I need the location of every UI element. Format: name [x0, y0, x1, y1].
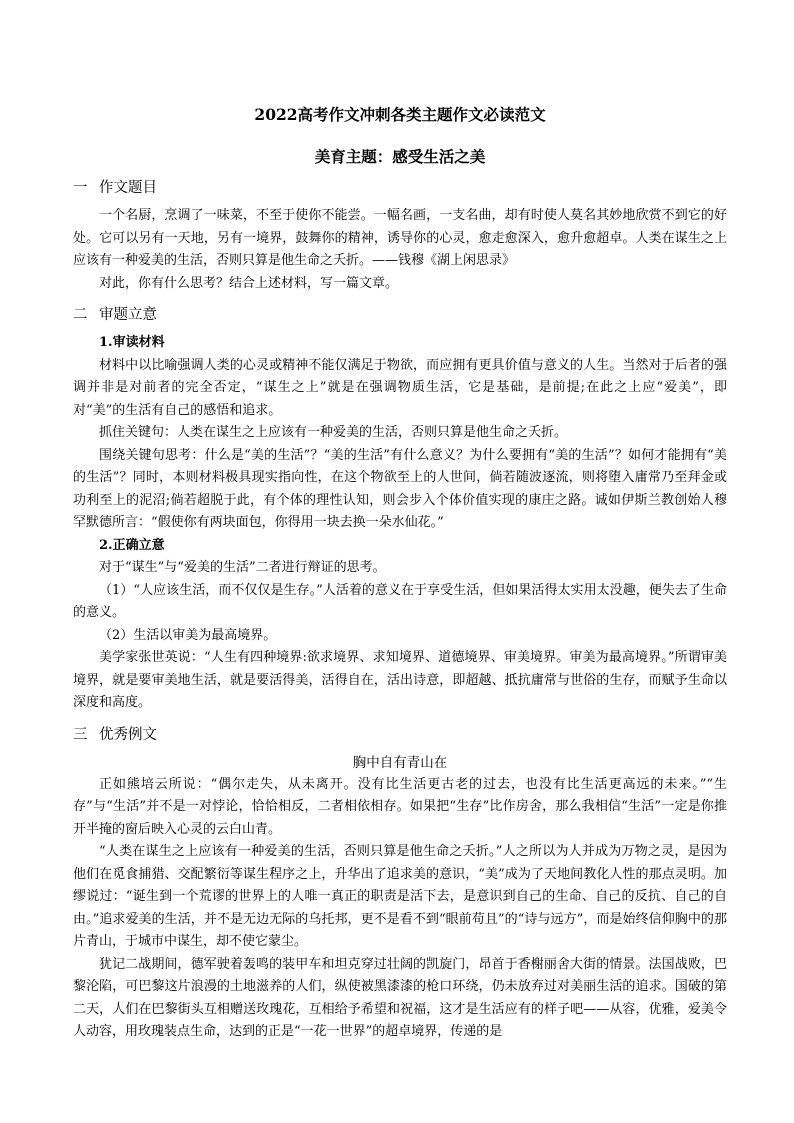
document-subtitle: 美育主题：感受生活之美: [314, 147, 486, 166]
document-title: 2022高考作文冲刺各类主题作文必读范文: [254, 105, 546, 124]
section-number: 一: [73, 180, 88, 196]
subheading-material: 1.审读材料: [99, 335, 165, 350]
section-heading-2: [73, 304, 727, 326]
paragraph: “人类在谋生之上应该有一种爱美的生活，否则只算是他生命之夭折。”人之所以为人并成为万物之灵，是因为他们在觅食捕猎、交配繁衍等谋生程序之上，升华出了追求美的意识，“美”成为了天地间教化人性的那点灵明。加缪说过：“诞生到一个荒谬的世界上的人唯一真正的职责是活下去，是意识到自己的生命、自己的反抗、自己的自由。”追求爱美的生活，并不是无边无际的乌托邦，更不是看不到“眼前苟且”的“诗与远方”，而是始终信仰胸中的那片青山，于城市中谋生，却不使它蒙尘。: [73, 844, 727, 949]
section-title: 作文题目: [99, 180, 157, 196]
paragraph: （1）“人应该生活，而不仅仅是生存。”人活着的意义在于享受生活，但如果活得太实用太没趣，便失去了生命的意义。: [73, 582, 727, 620]
prompt-instruction: 对此，你有什么思考？结合上述材料，写一篇文章。: [99, 275, 399, 291]
section-heading-1: [73, 177, 727, 199]
paragraph: 美学家张世英说：“人生有四种境界:欲求境界、求知境界、道德境界、审美境界。审美为最高境界。”所谓审美境界，就是要审美地生活，就是要活得美，活得自在，活出诗意，即超越、抵抗庸常与世俗的生存，而赋予生命以深度和高度。: [73, 650, 727, 710]
paragraph: 抓住关键句：人类在谋生之上应该有一种爱美的生活，否则只算是他生命之夭折。: [99, 425, 568, 440]
section-title: 优秀例文: [99, 726, 157, 743]
section-number: 二: [73, 307, 88, 323]
section-number: 三: [73, 726, 88, 743]
paragraph: （2）生活以审美为最高境界。: [99, 627, 277, 643]
document-page: [73, 100, 727, 1044]
section-heading-3: [73, 724, 727, 746]
paragraph: 对于“谋生”与“爱美的生活”二者进行辩证的思考。: [99, 560, 386, 575]
paragraph: 围绕关键句思考：什么是“美的生活”？“美的生活”有什么意义？为什么要拥有“美的生活”？如何才能拥有“美的生活”？同时，本则材料极具现实指向性，在这个物欲至上的人世间，倘若随波逐流，则将堕入庸常乃至拜金或功利至上的泥沼;倘若超脱于此，有个体的理性认知，则会步入个体价值实现的康庄之路。诚如伊斯兰教创始人穆罕默德所言：“假使你有两块面包，你得用一块去换一朵水仙花。”: [73, 447, 727, 530]
paragraph: 材料中以比喻强调人类的心灵或精神不能仅满足于物欲，而应拥有更具价值与意义的人生。当然对于后者的强调并非是对前者的完全否定，“谋生之上”就是在强调物质生活，它是基础，是前提;在此之上应“爱美”，即对“美”的生活有自己的感悟和追求。: [73, 357, 727, 418]
subheading-thesis: 2.正确立意: [99, 537, 165, 553]
essay-title: 胸中自有青山在: [352, 754, 448, 771]
paragraph: 正如熊培云所说：“偶尔走失，从未离开。没有比生活更古老的过去，也没有比生活更高远的未来。”“生存”与“生活”并不是一对悖论，恰恰相反，二者相依相存。如果把“生存”比作房舍，那么我相信“生活”一定是你推开半掩的窗后映入心灵的云白山青。: [73, 776, 727, 837]
prompt-paragraph: 一个名厨，烹调了一味菜，不至于使你不能尝。一幅名画，一支名曲，却有时使人莫名其妙地欣赏不到它的好处。它可以另有一天地，另有一境界，鼓舞你的精神，诱导你的心灵，愈走愈深入，愈升愈超卓。人类在谋生之上应该有一种爱美的生活，否则只算是他生命之夭折。——钱穆《湖上闲思录》: [73, 208, 727, 268]
paragraph: 犹记二战期间，德军驶着轰鸣的装甲车和坦克穿过壮阔的凯旋门，昂首于香榭丽舍大街的情景。法国战败，巴黎沦陷，可巴黎这片浪漫的土地滋养的人们，纵使被黑漆漆的枪口环绕，仍未放弃过对美丽生活的追求。国破的第二天，人们在巴黎街头互相赠送玫瑰花，互相给予希望和祝福，这才是生活应有的样子吧——从容，优雅，爱美令人动容，用玫瑰装点生命，达到的正是“一花一世界”的超卓境界，传递的是: [73, 956, 727, 1039]
section-title: 审题立意: [99, 307, 157, 323]
